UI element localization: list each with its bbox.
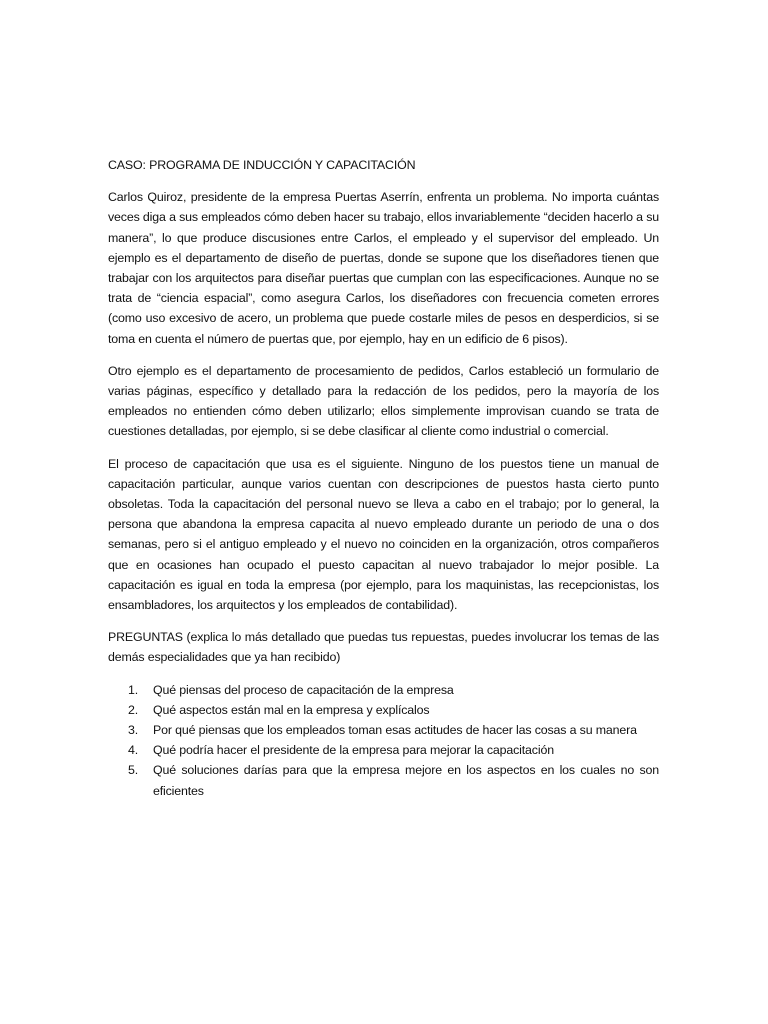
document-title: CASO: PROGRAMA DE INDUCCIÓN Y CAPACITACIÓN	[108, 158, 416, 172]
question-text: Por qué piensas que los empleados toman esas actitudes de hacer las cosas a su manera	[153, 723, 637, 738]
list-item	[128, 680, 659, 700]
question-text: Qué piensas del proceso de capacitación de la empresa	[153, 682, 454, 697]
question-number: 5.	[128, 763, 139, 778]
paragraph-intro: Carlos Quiroz, presidente de la empresa Puertas Aserrín, enfrenta un problema. No importa cuántas veces diga a sus empleados cómo deben hacer su trabajo, ellos invariablemente “deciden hacerlo a su manera”, lo que produce discusiones entre Carlos, el empleado y el supervisor del empleado. Un ejemplo es el departamento de diseño de puertas, donde se supone que los diseñadores tienen que trabajar con los arquitectos para diseñar puertas que cumplan con las especificaciones. Aunque no se trata de “ciencia espacial”, como asegura Carlos, los diseñadores con frecuencia cometen errores (como uso excesivo de acero, un problema que puede costarle miles de pesos en desperdicios, si se toma en cuenta el número de puertas que, por ejemplo, hay en un edificio de 6 pisos).	[108, 190, 659, 346]
question-text: Qué soluciones darías para que la empresa mejore en los aspectos en los cuales no son eficientes	[153, 763, 659, 798]
list-item	[128, 720, 659, 740]
paragraph-orders: Otro ejemplo es el departamento de procesamiento de pedidos, Carlos estableció un formulario de varias páginas, específico y detallado para la redacción de los pedidos, pero la mayoría de los empleados no entienden cómo deben utilizarlo; ellos simplemente improvisan cuando se trata de cuestiones detalladas, por ejemplo, si se debe clasificar al cliente como industrial o comercial.	[108, 363, 659, 439]
document-page	[108, 155, 659, 801]
question-number: 4.	[128, 743, 139, 758]
questions-list	[108, 680, 659, 801]
questions-heading: PREGUNTAS (explica lo más detallado que puedas tus repuestas, puedes involucrar los temas de las demás especialidades que ya han recibido)	[108, 630, 659, 665]
question-text: Qué aspectos están mal en la empresa y explícalos	[153, 702, 430, 717]
question-number: 3.	[128, 723, 139, 738]
list-item	[128, 760, 659, 800]
list-item	[128, 740, 659, 760]
question-number: 2.	[128, 702, 139, 717]
list-item	[128, 700, 659, 720]
question-number: 1.	[128, 682, 139, 697]
paragraph-training: El proceso de capacitación que usa es el siguiente. Ninguno de los puestos tiene un manual de capacitación particular, aunque varios cuentan con descripciones de puestos hasta cierto punto obsoletas. Toda la capacitación del personal nuevo se lleva a cabo en el trabajo; por lo general, la persona que abandona la empresa capacita al nuevo empleado durante un periodo de una o dos semanas, pero si el antiguo empleado y el nuevo no coinciden en la organización, otros compañeros que en ocasiones han ocupado el puesto capacitan al nuevo trabajador lo mejor posible. La capacitación es igual en toda la empresa (por ejemplo, para los maquinistas, las recepcionistas, los ensambladores, los arquitectos y los empleados de contabilidad).	[108, 456, 659, 613]
question-text: Qué podría hacer el presidente de la empresa para mejorar la capacitación	[153, 743, 554, 758]
